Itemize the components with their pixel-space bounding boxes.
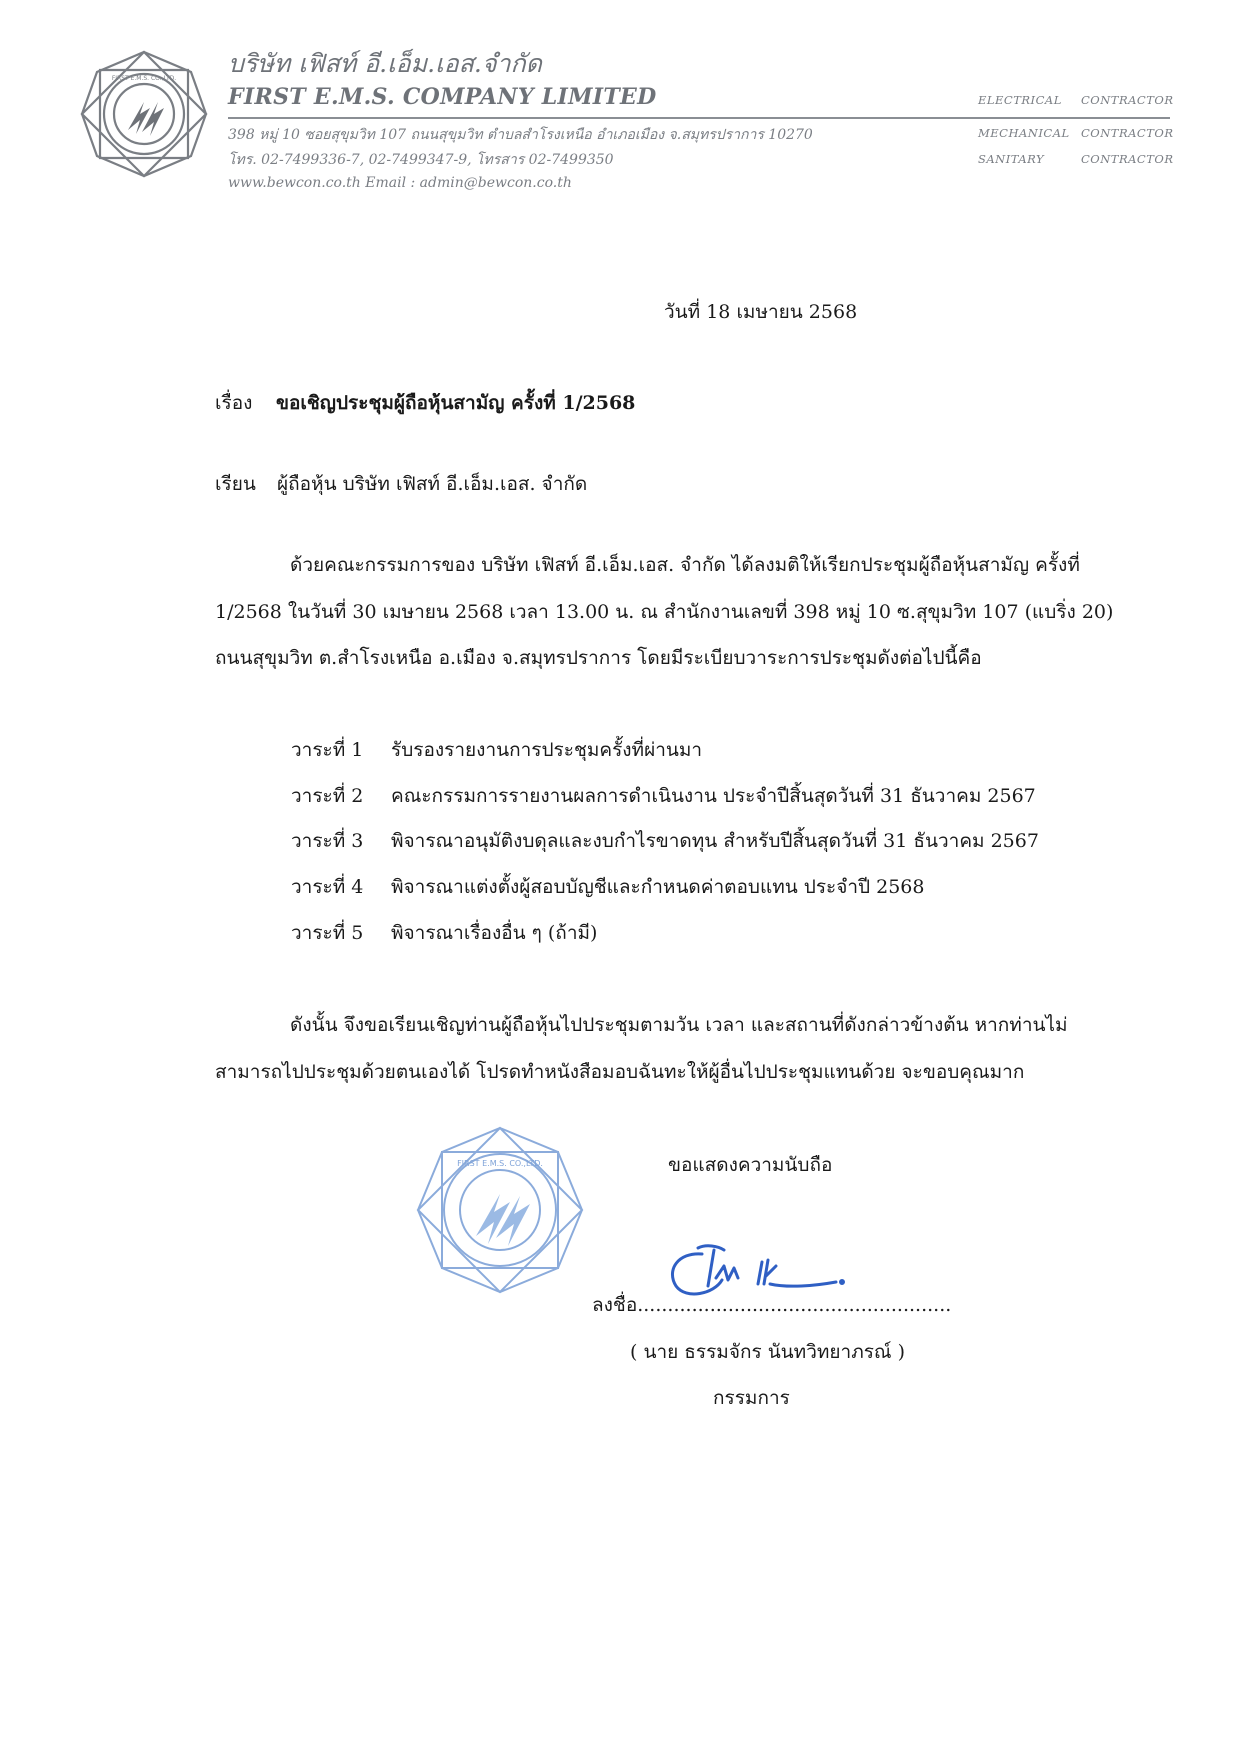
company-web-email: www.bewcon.co.th Email : admin@bewcon.co.th (228, 175, 572, 191)
paragraph-2-line-1: ดังนั้น จึงขอเรียนเชิญท่านผู้ถือหุ้นไปประชุมตามวัน เวลา และสถานที่ดังกล่าวข้างต้น หากท่านไม่ (290, 1014, 1068, 1036)
agenda-3-text: พิจารณาอนุมัติงบดุลและงบกำไรขาดทุน สำหรับปีสิ้นสุดวันที่ 31 ธันวาคม 2567 (391, 830, 1039, 852)
svg-text:FIRST E.M.S. CO.,LTD.: FIRST E.M.S. CO.,LTD. (457, 1159, 543, 1168)
svg-text:FIRST E.M.S. CO.,LTD.: FIRST E.M.S. CO.,LTD. (111, 75, 177, 82)
agenda-5-label: วาระที่ 5 (291, 922, 364, 944)
letter-date: วันที่ 18 เมษายน 2568 (664, 301, 858, 323)
company-logo (78, 48, 210, 180)
service-role-mechanical: CONTRACTOR (1081, 126, 1174, 140)
recipient-label: เรียน (215, 473, 256, 495)
paragraph-1-line-2: 1/2568 ในวันที่ 30 เมษายน 2568 เวลา 13.00 น. ณ สำนักงานเลขที่ 398 หมู่ 10 ซ.สุขุมวิท 107 (แบริ่ง 20) (215, 601, 1114, 623)
signer-name: ( นาย ธรรมจักร นันทวิทยาภรณ์ ) (630, 1341, 905, 1363)
agenda-1-label: วาระที่ 1 (291, 739, 364, 761)
letterhead-rule (228, 117, 1170, 119)
paragraph-2-line-2: สามารถไปประชุมด้วยตนเองได้ โปรดทำหนังสือมอบฉันทะให้ผู้อื่นไปประชุมแทนด้วย จะขอบคุณมาก (215, 1061, 1025, 1083)
company-name-thai: บริษัท เฟิสท์ อี.เอ็ม.เอส.จำกัด (228, 49, 542, 78)
agenda-2-label: วาระที่ 2 (291, 785, 364, 807)
paragraph-1-line-3: ถนนสุขุมวิท ต.สำโรงเหนือ อ.เมือง จ.สมุทรปราการ โดยมีระเบียบวาระการประชุมดังต่อไปนี้คือ (215, 647, 982, 669)
agenda-4-label: วาระที่ 4 (291, 876, 364, 898)
service-role-electrical: CONTRACTOR (1081, 93, 1174, 107)
agenda-4-text: พิจารณาแต่งตั้งผู้สอบบัญชีและกำหนดค่าตอบแทน ประจำปี 2568 (391, 876, 925, 898)
recipient-text: ผู้ถือหุ้น บริษัท เฟิสท์ อี.เอ็ม.เอส. จำกัด (277, 473, 588, 495)
subject-text: ขอเชิญประชุมผู้ถือหุ้นสามัญ ครั้งที่ 1/2568 (276, 392, 636, 414)
agenda-1-text: รับรองรายงานการประชุมครั้งที่ผ่านมา (391, 739, 703, 761)
agenda-2-text: คณะกรรมการรายงานผลการดำเนินงาน ประจำปีสิ้นสุดวันที่ 31 ธันวาคม 2567 (391, 785, 1036, 807)
paragraph-1-line-1: ด้วยคณะกรรมการของ บริษัท เฟิสท์ อี.เอ็ม.เอส. จำกัด ได้ลงมติให้เรียกประชุมผู้ถือหุ้นสามัญ ครั้งที่ (290, 554, 1080, 576)
service-type-sanitary: SANITARY (978, 152, 1045, 166)
signature-line: ลงชื่อ.................................................... (592, 1294, 952, 1316)
service-type-electrical: ELECTRICAL (978, 93, 1062, 107)
service-type-mechanical: MECHANICAL (978, 126, 1070, 140)
agenda-3-label: วาระที่ 3 (291, 830, 364, 852)
subject-label: เรื่อง (215, 392, 253, 414)
company-stamp (414, 1124, 586, 1296)
closing-text: ขอแสดงความนับถือ (668, 1154, 833, 1176)
company-phone: โทร. 02-7499336-7, 02-7499347-9, โทรสาร 02-7499350 (228, 152, 614, 168)
agenda-5-text: พิจารณาเรื่องอื่น ๆ (ถ้ามี) (391, 922, 598, 944)
company-address: 398 หมู่ 10 ซอยสุขุมวิท 107 ถนนสุขุมวิท ตำบลสำโรงเหนือ อำเภอเมือง จ.สมุทรปราการ 10270 (228, 127, 813, 143)
service-role-sanitary: CONTRACTOR (1081, 152, 1174, 166)
company-name-english: FIRST E.M.S. COMPANY LIMITED (228, 84, 657, 110)
signer-position: กรรมการ (713, 1387, 790, 1409)
